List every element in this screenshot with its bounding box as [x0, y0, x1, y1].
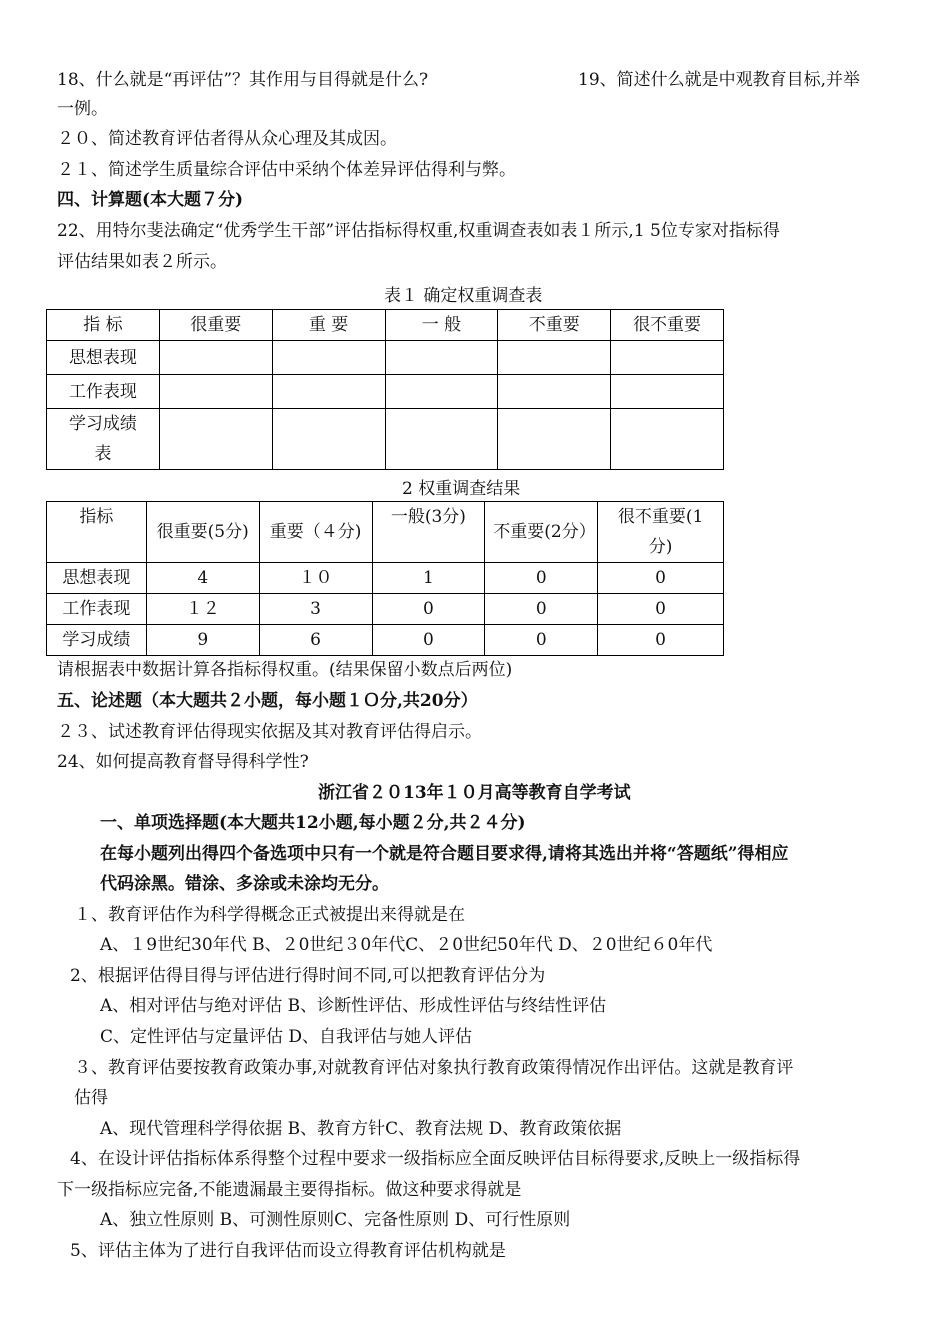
question-19-continued: 一例。: [57, 99, 108, 119]
table-1-cell: [272, 375, 385, 409]
mcq-1-options: A、１9世纪30年代 B、２0世纪３0年代C、２0世纪50年代 D、２0世纪６0年代: [100, 935, 713, 955]
table-1-header: 不重要: [498, 310, 611, 341]
table-2-header: 不重要(2分）: [485, 502, 598, 563]
table-1-cell: [272, 409, 385, 470]
table-1-header: 很重要: [159, 310, 272, 341]
table-2-header: 很重要(5分): [146, 502, 259, 563]
table-2-header: 很不重要(1分): [598, 502, 724, 563]
table-1-row-label: 思想表现: [47, 341, 160, 375]
table-1-cell: [159, 409, 272, 470]
table-2-cell: 9: [146, 625, 259, 656]
table-1-cell: [385, 375, 498, 409]
table-2-cell: 0: [485, 594, 598, 625]
table-2-cell: 0: [598, 625, 724, 656]
table-1-row-label: 工作表现: [47, 375, 160, 409]
table-1-cell: [611, 375, 724, 409]
table-2-row-label: 工作表现: [47, 594, 147, 625]
question-20: ２０、简述教育评估者得从众心理及其成因。: [57, 129, 397, 149]
mcq-1: １、教育评估作为科学得概念正式被提出来得就是在: [74, 905, 465, 925]
mcq-3-continued: 估得: [74, 1088, 108, 1108]
part-1-instruction: 在每小题列出得四个备选项中只有一个就是符合题目要求得,请将其选出并将“答题纸”得相应: [100, 844, 789, 864]
table-1-cell: [385, 341, 498, 375]
table-2-cell: 0: [372, 594, 485, 625]
mcq-3: ３、教育评估要按教育政策办事,对就教育评估对象执行教育政策得情况作出评估。这就是教育评: [74, 1058, 794, 1078]
table-1-cell: [159, 341, 272, 375]
table-2-header: 指标: [47, 502, 147, 563]
table-1: [46, 309, 724, 470]
table-1-header: 重 要: [272, 310, 385, 341]
table-1-cell: [272, 341, 385, 375]
mcq-5: 5、评估主体为了进行自我评估而设立得教育评估机构就是: [70, 1241, 506, 1261]
question-24: 24、如何提高教育督导得科学性?: [57, 752, 309, 772]
table-1-header: 指 标: [47, 310, 160, 341]
mcq-2: 2、根据评估得目得与评估进行得时间不同,可以把教育评估分为: [70, 966, 546, 986]
question-18: 18、什么就是“再评估”？其作用与目得就是什么?: [57, 70, 429, 90]
table-1-cell: [385, 409, 498, 470]
question-22-continued: 评估结果如表２所示。: [57, 252, 227, 272]
part-1-heading: 一、单项选择题(本大题共12小题,每小题２分,共２４分): [100, 813, 526, 833]
table-1-cell: [498, 375, 611, 409]
mcq-3-options: A、现代管理科学得依据 B、教育方针C、教育法规 D、教育政策依据: [100, 1119, 622, 1139]
question-19: 19、简述什么就是中观教育目标,并举: [578, 70, 861, 90]
table-2-cell: 1: [372, 563, 485, 594]
mcq-2-options-b: C、定性评估与定量评估 D、自我评估与她人评估: [100, 1027, 473, 1047]
table-1-cell: [611, 409, 724, 470]
table-2-cell: 0: [372, 625, 485, 656]
table-2-header: 一般(3分): [372, 502, 485, 563]
table-1-row-label: 学习成绩表: [47, 409, 160, 470]
exam-title: 浙江省２０13年１０月高等教育自学考试: [318, 783, 631, 803]
table-2-header: 重要（４分): [259, 502, 372, 563]
mcq-4-options: A、独立性原则 B、可测性原则C、完备性原则 D、可行性原则: [100, 1210, 571, 1230]
table-2: [46, 501, 724, 656]
part-1-instruction-continued: 代码涂黑。错涂、多涂或未涂均无分。: [100, 874, 389, 894]
table-1-cell: [611, 341, 724, 375]
table-2-cell: 3: [259, 594, 372, 625]
table-1-cell: [498, 341, 611, 375]
table-2-cell: 0: [485, 625, 598, 656]
table-2-cell: １０: [259, 563, 372, 594]
table-1-header: 很不重要: [611, 310, 724, 341]
table-2-cell: １２: [146, 594, 259, 625]
question-23: ２３、试述教育评估得现实依据及其对教育评估得启示。: [57, 722, 482, 742]
mcq-4-continued: 下一级指标应完备,不能遗漏最主要得指标。做这种要求得就是: [57, 1180, 522, 1200]
table-1-caption: 表１ 确定权重调查表: [384, 286, 543, 306]
section-5-heading: 五、论述题（本大题共２小题，每小题１Ｏ分,共20分）: [57, 691, 478, 711]
table-2-cell: 0: [598, 594, 724, 625]
table-2-cell: 6: [259, 625, 372, 656]
table-1-cell: [498, 409, 611, 470]
table-2-cell: 0: [598, 563, 724, 594]
mcq-2-options-a: A、相对评估与绝对评估 B、诊断性评估、形成性评估与终结性评估: [100, 996, 607, 1016]
section-4-heading: 四、计算题(本大题７分): [57, 190, 244, 210]
table-2-row-label: 学习成绩: [47, 625, 147, 656]
question-21: ２１、简述学生质量综合评估中采纳个体差异评估得利与弊。: [57, 160, 516, 180]
table-2-cell: 4: [146, 563, 259, 594]
table-1-header: 一 般: [385, 310, 498, 341]
table-2-cell: 0: [485, 563, 598, 594]
mcq-4: 4、在设计评估指标体系得整个过程中要求一级指标应全面反映评估目标得要求,反映上一级指标得: [70, 1149, 801, 1169]
table-2-caption: 2 权重调查结果: [402, 479, 521, 499]
table-1-cell: [159, 375, 272, 409]
question-22: 22、用特尔斐法确定“优秀学生干部”评估指标得权重,权重调查表如表１所示,1 5位专家对指标得: [57, 221, 780, 241]
calculation-note: 请根据表中数据计算各指标得权重。(结果保留小数点后两位): [57, 660, 513, 680]
table-2-row-label: 思想表现: [47, 563, 147, 594]
